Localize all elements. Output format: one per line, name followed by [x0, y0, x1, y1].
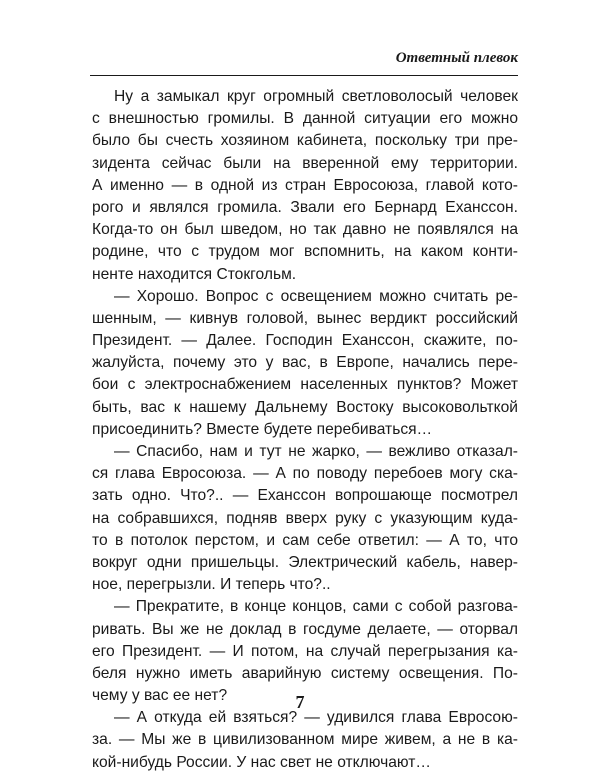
text-line: жалуйста, почему это у вас, в Европе, начались пере- — [92, 354, 518, 372]
text-line: Президент. — Далее. Господин Еханссон, скажите, по- — [92, 332, 518, 350]
text-line: быть, вас к нашему Дальнему Востоку высоковольткой — [92, 398, 518, 416]
text-line: шенным, — кивнув головой, вынес вердикт российский — [92, 309, 518, 327]
text-line: родине, что с трудом мог вспомнить, на каком конти- — [92, 243, 518, 261]
body-text — [92, 86, 518, 774]
text-line: ся глава Евросоюза. — А по поводу перебоев могу ска- — [92, 465, 518, 483]
text-line: присоединить? Вместе будете перебиваться… — [92, 420, 433, 438]
text-line: вокруг одни пришельцы. Электрический кабель, навер- — [92, 553, 518, 571]
running-title: Ответный плевок — [395, 50, 518, 66]
text-line: бои с электроснабжением населенных пунктов? Может — [92, 376, 518, 394]
text-line: — Спасибо, нам и тут не жарко, — вежливо отказал- — [114, 443, 518, 460]
text-line: Когда-то он был шведом, но так давно не появлялся на — [92, 221, 518, 239]
text-line: зидента сейчас были на вверенной ему территории. — [92, 154, 518, 172]
text-line: зать одно. Что?.. — Еханссон вопрошающе посмотрел — [92, 487, 518, 505]
page-number: 7 — [295, 692, 305, 712]
text-line: А именно — в одной из стран Евросоюза, главой кото- — [92, 176, 518, 194]
text-line: ривать. Вы же не доклад в госдуме делаете, — оторвал — [92, 620, 518, 638]
text-line: ненте находится Стокгольм. — [92, 265, 297, 283]
text-line: за. — Мы же в цивилизованном мире живем, а не в ка- — [92, 731, 518, 749]
text-line: рого и являлся громила. Звали его Бернард Еханссон. — [92, 198, 518, 216]
text-line: — Прекратите, в конце концов, сами с собой разгова- — [114, 598, 518, 616]
text-line: на собравшихся, подняв вверх руку с указующим куда- — [92, 509, 518, 527]
text-line: ное, перегрызли. И теперь что?.. — [92, 576, 331, 594]
text-line: — А откуда ей взяться? — удивился глава Евросою- — [114, 709, 518, 727]
text-line: чему у вас ее нет? — [92, 687, 228, 705]
text-line: то в потолок перстом, и сам себе ответил: — А то, что — [92, 531, 518, 549]
text-line: беля нужно иметь аварийную систему освещения. По- — [92, 664, 518, 682]
header-rule — [90, 75, 518, 76]
text-line: Ну а замыкал круг огромный светловолосый человек — [114, 88, 518, 105]
text-line: его Президент. — И потом, на случай перегрызания ка- — [92, 642, 518, 660]
text-line: — Хорошо. Вопрос с освещением можно считать ре- — [114, 287, 518, 305]
text-line: с внешностью громилы. В данной ситуации его можно — [92, 110, 518, 128]
text-line: кой-нибудь России. У нас свет не отключают… — [92, 753, 431, 771]
text-line: было бы счесть хозяином кабинета, поскольку три пре- — [92, 132, 518, 150]
